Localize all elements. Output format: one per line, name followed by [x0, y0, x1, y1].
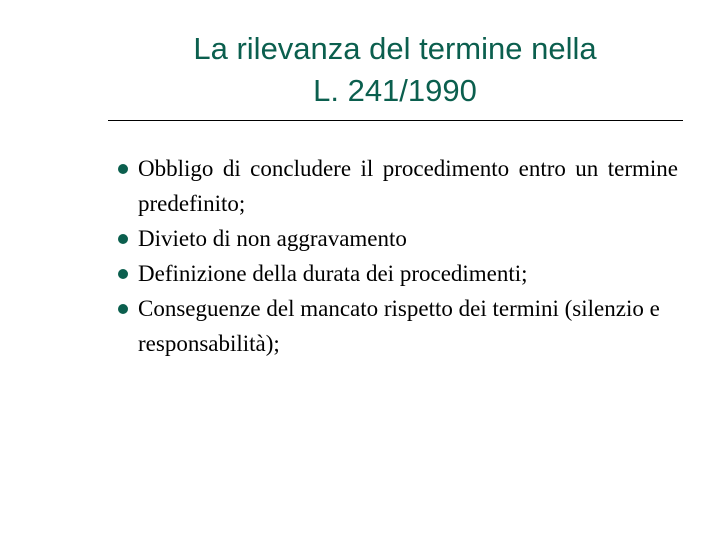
slide-title-line-1: La rilevanza del termine nella: [193, 31, 597, 66]
bullet-item-obbligo: [118, 151, 678, 221]
bullet-item-conseguenze: [118, 291, 678, 361]
slide-title: [110, 28, 680, 112]
bullet-dot-icon: [118, 269, 128, 279]
slide-title-line-2: L. 241/1990: [313, 73, 477, 108]
bullet-text: Divieto di non aggravamento: [138, 226, 407, 251]
bullet-list: [118, 151, 678, 361]
bullet-item-definizione: [118, 256, 678, 291]
bullet-text: Conseguenze del mancato rispetto dei termini (silenzio e responsabilità);: [138, 296, 660, 356]
bullet-dot-icon: [118, 234, 128, 244]
bullet-dot-icon: [118, 164, 128, 174]
bullet-text: Definizione della durata dei procedimenti;: [138, 261, 528, 286]
bullet-text: Obbligo di concludere il procedimento entro un termine predefinito;: [138, 156, 678, 216]
title-divider: [108, 120, 683, 121]
bullet-dot-icon: [118, 304, 128, 314]
bullet-item-divieto: [118, 221, 678, 256]
